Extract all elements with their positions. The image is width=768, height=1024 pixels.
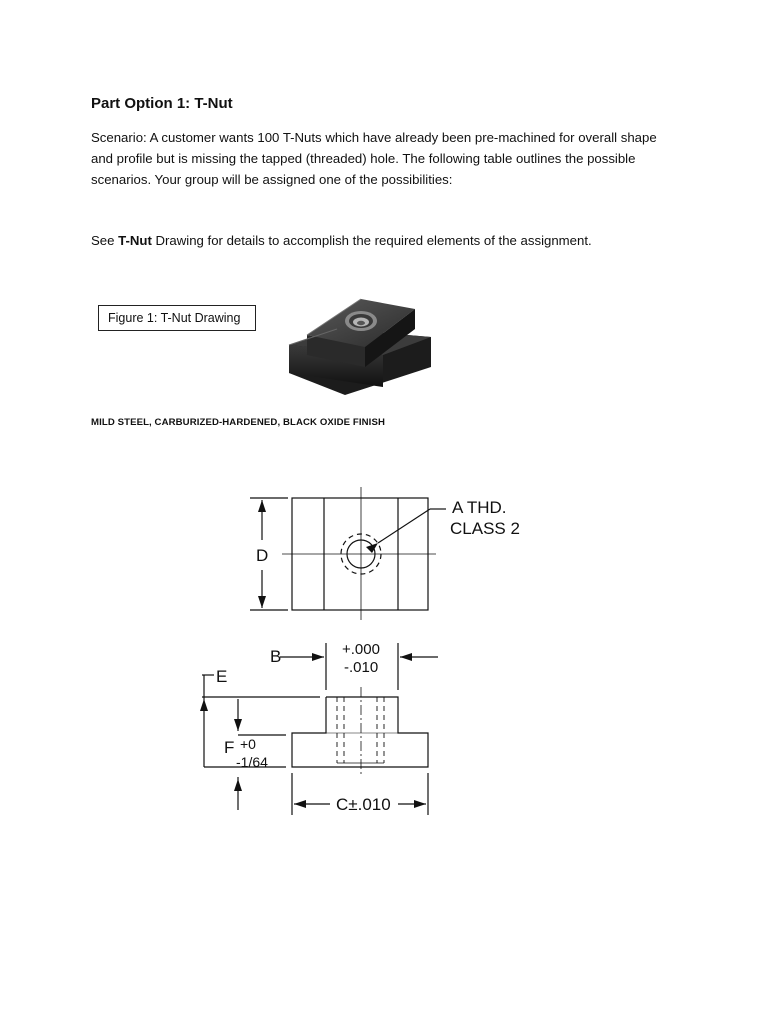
dim-label-f: F (224, 738, 235, 757)
t-nut-technical-drawing (190, 485, 550, 830)
dim-label-e: E (216, 667, 228, 686)
figure-caption: Figure 1: T-Nut Drawing (98, 305, 256, 331)
thread-class-label: CLASS 2 (450, 519, 520, 538)
tolerance-b-minus: -.010 (344, 659, 379, 676)
tolerance-f-minus: -1/64 (236, 754, 268, 770)
instruction-paragraph (91, 230, 681, 251)
instruction-bold-term: T-Nut (118, 233, 152, 248)
material-note: MILD STEEL, CARBURIZED-HARDENED, BLACK OXIDE FINISH (91, 417, 385, 428)
instruction-suffix: Drawing for details to accomplish the required elements of the assignment. (151, 233, 592, 248)
tolerance-f-plus: +0 (240, 736, 256, 752)
page-title: Part Option 1: T-Nut (91, 95, 233, 112)
instruction-prefix: See (91, 233, 119, 248)
scenario-paragraph: Scenario: A customer wants 100 T-Nuts which have already been pre-machined for overall shape and profile but is missing the tapped (threaded) hole. The following table outlines the possible scenarios. Your group will be assigned one of the possibilities: (91, 130, 657, 187)
thread-label: A THD. (452, 498, 507, 517)
dim-label-c: C±.010 (336, 795, 391, 814)
dim-label-d: D (256, 546, 269, 565)
t-nut-photo (285, 295, 435, 400)
dim-label-b: B (270, 647, 282, 666)
tolerance-b-plus: +.000 (342, 641, 380, 658)
